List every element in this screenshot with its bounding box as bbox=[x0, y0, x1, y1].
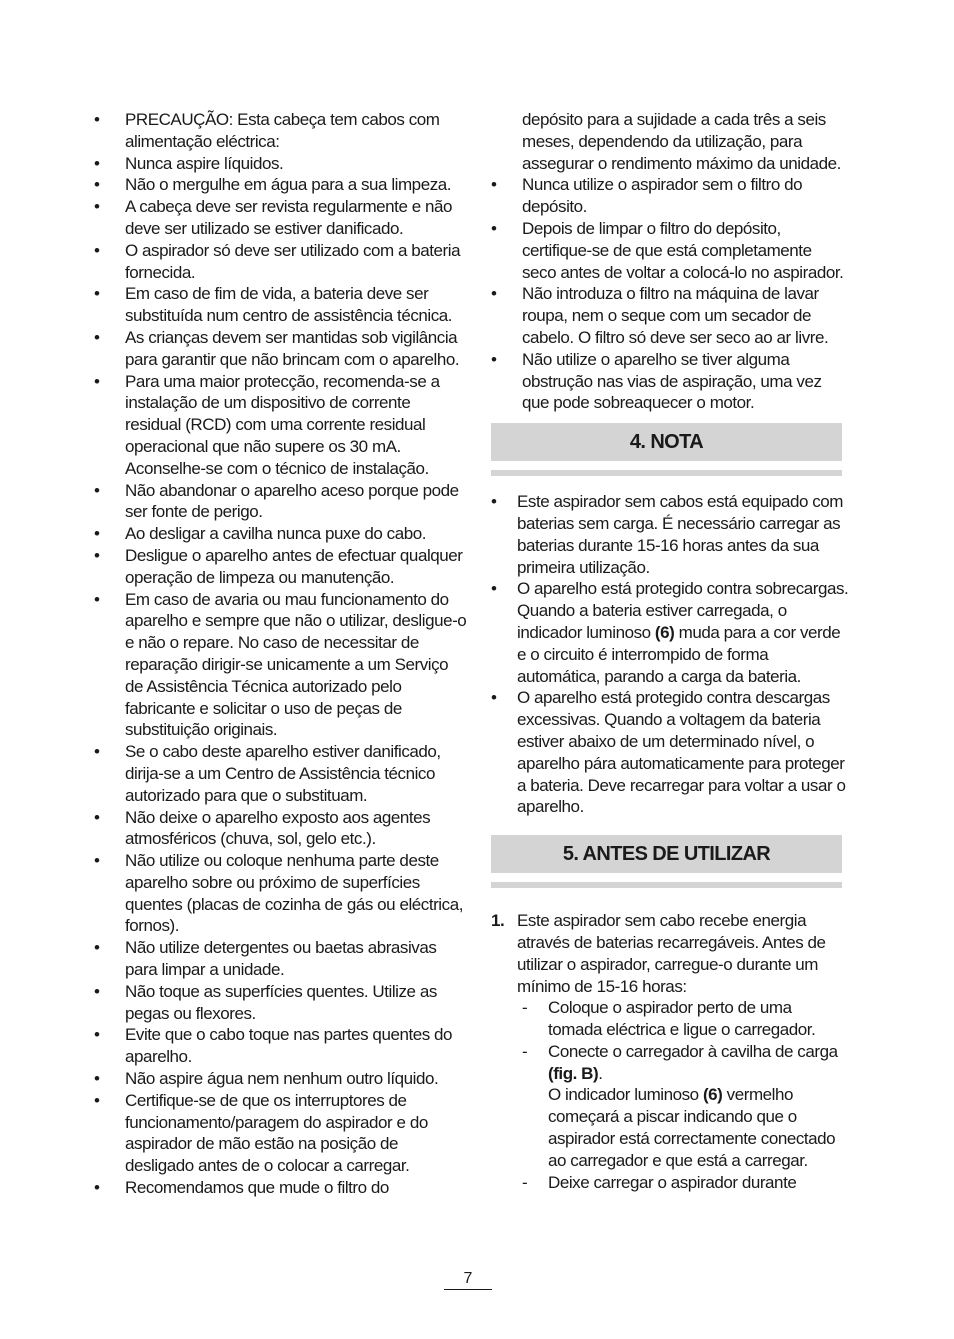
indicator-ref: (6) bbox=[702, 1085, 723, 1105]
list-item: • O aparelho está protegido contra descargas excessivas. Quando a voltagem da bateria estiver abaixo de um determinado nível, o aparelho pára automaticamente para proteger a bateria. Deve recarregar para voltar a usar o aparelho. bbox=[491, 688, 846, 817]
dash: - bbox=[522, 1041, 528, 1061]
bullet: • bbox=[94, 807, 100, 827]
right-column bbox=[491, 109, 849, 1193]
list-item: • Este aspirador sem cabos está equipado com baterias sem carga. É necessário carregar as baterias durante 15-16 horas antes da sua primeira utilização. bbox=[491, 492, 844, 577]
list-item: • As crianças devem ser mantidas sob vigilância para garantir que não brincam com o aparelho. bbox=[94, 327, 460, 369]
dash: - bbox=[522, 1172, 528, 1192]
list-item: • Não utilize ou coloque nenhuma parte deste aparelho sobre ou próximo de superfícies quentes (placas de cozinha de gás ou eléctrica, fornos). bbox=[94, 851, 463, 936]
section-divider bbox=[491, 882, 842, 888]
bullet: • bbox=[491, 579, 497, 599]
list-item: • Não introduza o filtro na máquina de lavar roupa, nem o seque com um secador de cabelo. O filtro só deve ser seco ao ar livre. bbox=[491, 284, 829, 347]
sub-step: - Coloque o aspirador perto de uma tomada eléctrica e ligue o carregador. bbox=[522, 998, 816, 1040]
bullet: • bbox=[94, 981, 100, 1001]
list-item: • Recomendamos que mude o filtro do bbox=[94, 1178, 389, 1198]
dash: - bbox=[522, 998, 528, 1018]
list-item: • PRECAUÇÃO: Esta cabeça tem cabos com alimentação eléctrica: bbox=[94, 110, 440, 151]
list-item: • Evite que o cabo toque nas partes quentes do aparelho. bbox=[94, 1025, 453, 1067]
bullet: • bbox=[94, 175, 100, 195]
sub-step: - Deixe carregar o aspirador durante bbox=[522, 1172, 797, 1192]
page-number-underline bbox=[444, 1289, 492, 1290]
list-item: • Não utilize detergentes ou baetas abrasivas para limpar a unidade. bbox=[94, 938, 437, 980]
figure-ref: (fig. B) bbox=[548, 1063, 599, 1083]
bullet: • bbox=[94, 1025, 100, 1045]
bullet: • bbox=[491, 284, 497, 304]
bullet: • bbox=[94, 327, 100, 347]
left-column bbox=[94, 109, 469, 1199]
bullet: • bbox=[94, 371, 100, 391]
bullet: • bbox=[94, 1178, 100, 1198]
list-item: • Em caso de fim de vida, a bateria deve ser substituída num centro de assistência técnica. bbox=[94, 284, 453, 326]
bullet: • bbox=[491, 492, 497, 512]
list-item: • Depois de limpar o filtro do depósito, certifique-se de que está completamente seco antes de voltar a colocá-lo no aspirador. bbox=[491, 218, 844, 282]
steps-list bbox=[491, 910, 849, 1193]
list-item: • Não toque as superfícies quentes. Utilize as pegas ou flexores. bbox=[94, 981, 437, 1023]
bullet: • bbox=[94, 1069, 100, 1089]
section-divider bbox=[491, 470, 842, 476]
sub-steps bbox=[517, 997, 849, 1193]
bullet: • bbox=[491, 349, 497, 369]
list-item: • Nunca utilize o aspirador sem o filtro do depósito. bbox=[491, 175, 803, 217]
list-item: • O aspirador só deve ser utilizado com a bateria fornecida. bbox=[94, 240, 461, 282]
bullet: • bbox=[94, 480, 100, 500]
bullet: • bbox=[94, 524, 100, 544]
step-number: 1. bbox=[491, 911, 505, 931]
step-item: 1. Este aspirador sem cabo recebe energia através de baterias recarregáveis. Antes de utilizar o aspirador, carregue-o durante um mínimo de 15-16 horas: - Coloque o aspirador perto de uma tomada eléctrica e ligue o carregador. - Conecte o carregador à cavilha de carga (fig. B). O indicador luminoso (6) vermelho começará a piscar indicando que o aspirador está correctamente conectado ao carregador e que está a carregar. - Deixe carregar o aspirador durante bbox=[491, 910, 849, 1193]
list-item: • Desligue o aparelho antes de efectuar qualquer operação de limpeza ou manutenção. bbox=[94, 545, 463, 587]
bullet: • bbox=[94, 545, 100, 565]
list-item: • Certifique-se de que os interruptores de funcionamento/paragem do aspirador e do aspirador de mão estão na posição de desligado antes de o colocar a carregar. bbox=[94, 1090, 428, 1176]
bullet: • bbox=[94, 938, 100, 958]
bullet: • bbox=[491, 218, 497, 238]
list-item: • Se o cabo deste aparelho estiver danificado, dirija-se a um Centro de Assistência técnico autorizado para que o substituam. bbox=[94, 742, 441, 805]
section-heading-antes: 5. ANTES DE UTILIZAR bbox=[491, 835, 842, 873]
continued-paragraph: depósito para a sujidade a cada três a seis meses, dependendo da utilização, para assegurar o rendimento máximo da unidade. bbox=[522, 110, 841, 173]
section-heading-nota: 4. NOTA bbox=[491, 423, 842, 461]
bullet: • bbox=[94, 240, 100, 260]
page-number: 7 bbox=[463, 1270, 473, 1287]
nota-list bbox=[491, 491, 849, 818]
bullet: • bbox=[94, 589, 100, 609]
list-item: • Não aspire água nem nenhum outro líquido. bbox=[94, 1069, 439, 1089]
list-item: • Em caso de avaria ou mau funcionamento do aparelho e sempre que não o utilizar, desligue-o e não o repare. No caso de necessitar de reparação dirigir-se unicamente a um Serviço de Assistência Técnica autorizado pelo fabricante e solicitar o uso de peças de substituição originais. bbox=[94, 589, 467, 740]
sub-step: - Conecte o carregador à cavilha de carga (fig. B). O indicador luminoso (6) vermelho começará a piscar indicando que o aspirador está correctamente conectado ao carregador e que está a carregar. bbox=[522, 1041, 838, 1170]
bullet: • bbox=[94, 851, 100, 871]
bullet: • bbox=[94, 153, 100, 173]
bullet: • bbox=[94, 284, 100, 304]
list-item: • Ao desligar a cavilha nunca puxe do cabo. bbox=[94, 524, 426, 544]
list-item: • Para uma maior protecção, recomenda-se a instalação de um dispositivo de corrente residual (RCD) com uma corrente residual operacional que não supere os 30 mA. Aconselhe-se com o técnico de instalação. bbox=[94, 371, 440, 478]
bullet: • bbox=[94, 742, 100, 762]
list-item: • Não abandonar o aparelho aceso porque pode ser fonte de perigo. bbox=[94, 480, 459, 522]
bullet: • bbox=[94, 1090, 100, 1110]
bullet: • bbox=[94, 110, 100, 129]
list-item: • Não deixe o aparelho exposto aos agentes atmosféricos (chuva, sol, gelo etc.). bbox=[94, 807, 431, 849]
list-item: • O aparelho está protegido contra sobrecargas. Quando a bateria estiver carregada, o indicador luminoso (6) muda para a cor verde e o circuito é interrompido de forma automática, parando a carga da bateria. bbox=[491, 579, 849, 686]
list-item: • Nunca aspire líquidos. bbox=[94, 153, 284, 173]
bullet: • bbox=[491, 175, 497, 195]
indicator-ref: (6) bbox=[654, 622, 675, 642]
bullet: • bbox=[491, 688, 497, 708]
list-item: • A cabeça deve ser revista regularmente e não deve ser utilizado se estiver danificado. bbox=[94, 197, 453, 238]
precautions-list bbox=[94, 109, 469, 1199]
bullet: • bbox=[94, 197, 100, 217]
precautions-list-continued bbox=[491, 174, 849, 414]
list-item: • Não utilize o aparelho se tiver alguma obstrução nas vias de aspiração, uma vez que pode sobreaquecer o motor. bbox=[491, 349, 822, 413]
list-item: • Não o mergulhe em água para a sua limpeza. bbox=[94, 175, 452, 195]
